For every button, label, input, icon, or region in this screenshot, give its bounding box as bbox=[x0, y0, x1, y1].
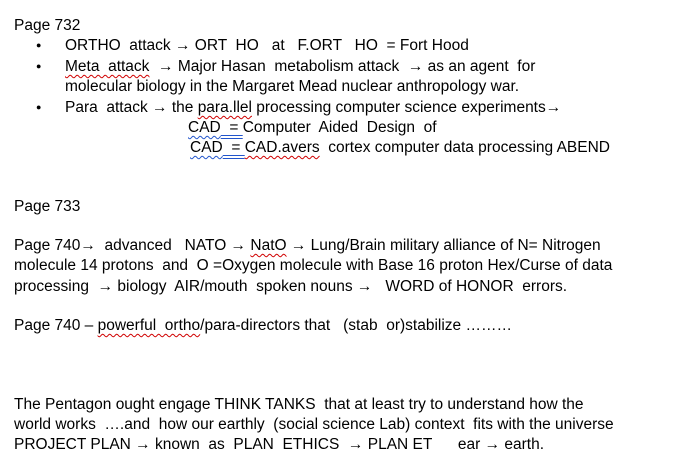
cad-definition-text: cortex computer data processing ABEND bbox=[319, 139, 610, 156]
page-740-prefix: Page 740→ advanced NATO → bbox=[14, 237, 251, 254]
para-attack-prefix: Para attack → the bbox=[65, 99, 198, 116]
page-732-heading: Page 732 bbox=[14, 17, 81, 34]
page-740-line-1 bbox=[14, 236, 601, 256]
closing-line-3: PROJECT PLAN → known as PLAN ETHICS → PLAN ET ear → earth. bbox=[14, 436, 545, 453]
page-733-heading: Page 733 bbox=[14, 198, 81, 215]
bullet-icon bbox=[36, 57, 46, 78]
cad-definition-line-2 bbox=[190, 138, 610, 158]
page-740-line-3: processing → biology AIR/mouth spoken nouns → WORD of HONOR errors. bbox=[14, 278, 568, 295]
para-attack-suffix: processing computer science experiments→ bbox=[251, 99, 562, 116]
meta-attack-text: → Major Hasan metabolism attack → as an agent for bbox=[149, 58, 536, 75]
parallel-term: para.llel bbox=[197, 99, 252, 116]
cad-term: CAD bbox=[188, 119, 221, 136]
cad-term: CAD bbox=[190, 139, 223, 156]
closing-line-2: world works ….and how our earthly (social science Lab) context fits with the universe bbox=[14, 416, 614, 433]
bullet-icon bbox=[36, 36, 46, 57]
page-740-suffix: → Lung/Brain military alliance of N= Nitrogen bbox=[286, 237, 601, 254]
bullet-meta-attack bbox=[65, 57, 535, 77]
powerful-ortho-term: powerful ortho bbox=[97, 317, 201, 334]
cad-definition-line-1 bbox=[188, 118, 437, 138]
meta-attack-continuation: molecular biology in the Margaret Mead nuclear anthropology war. bbox=[65, 78, 520, 95]
closing-line-1: The Pentagon ought engage THINK TANKS that at least try to understand how the bbox=[14, 396, 584, 413]
cadavers-term: CAD.avers bbox=[244, 139, 320, 156]
meta-attack-term: Meta attack bbox=[65, 58, 150, 75]
page-740-line-2: molecule 14 protons and O =Oxygen molecule with Base 16 proton Hex/Curse of data bbox=[14, 257, 613, 274]
cad-equals: = bbox=[222, 139, 245, 156]
bullet-para-attack bbox=[65, 98, 561, 118]
bullet-ortho-attack: ORTHO attack → ORT HO at F.ORT HO = Fort Hood bbox=[65, 37, 469, 54]
cad-definition-text: Computer Aided Design of bbox=[242, 119, 437, 136]
bullet-icon bbox=[36, 98, 46, 119]
page-740-directors bbox=[14, 316, 512, 336]
directors-suffix: /para-directors that (stab or)stabilize ……… bbox=[200, 317, 512, 334]
nato-term: NatO bbox=[250, 237, 287, 254]
cad-equals: = bbox=[220, 119, 243, 136]
directors-prefix: Page 740 – bbox=[14, 317, 98, 334]
